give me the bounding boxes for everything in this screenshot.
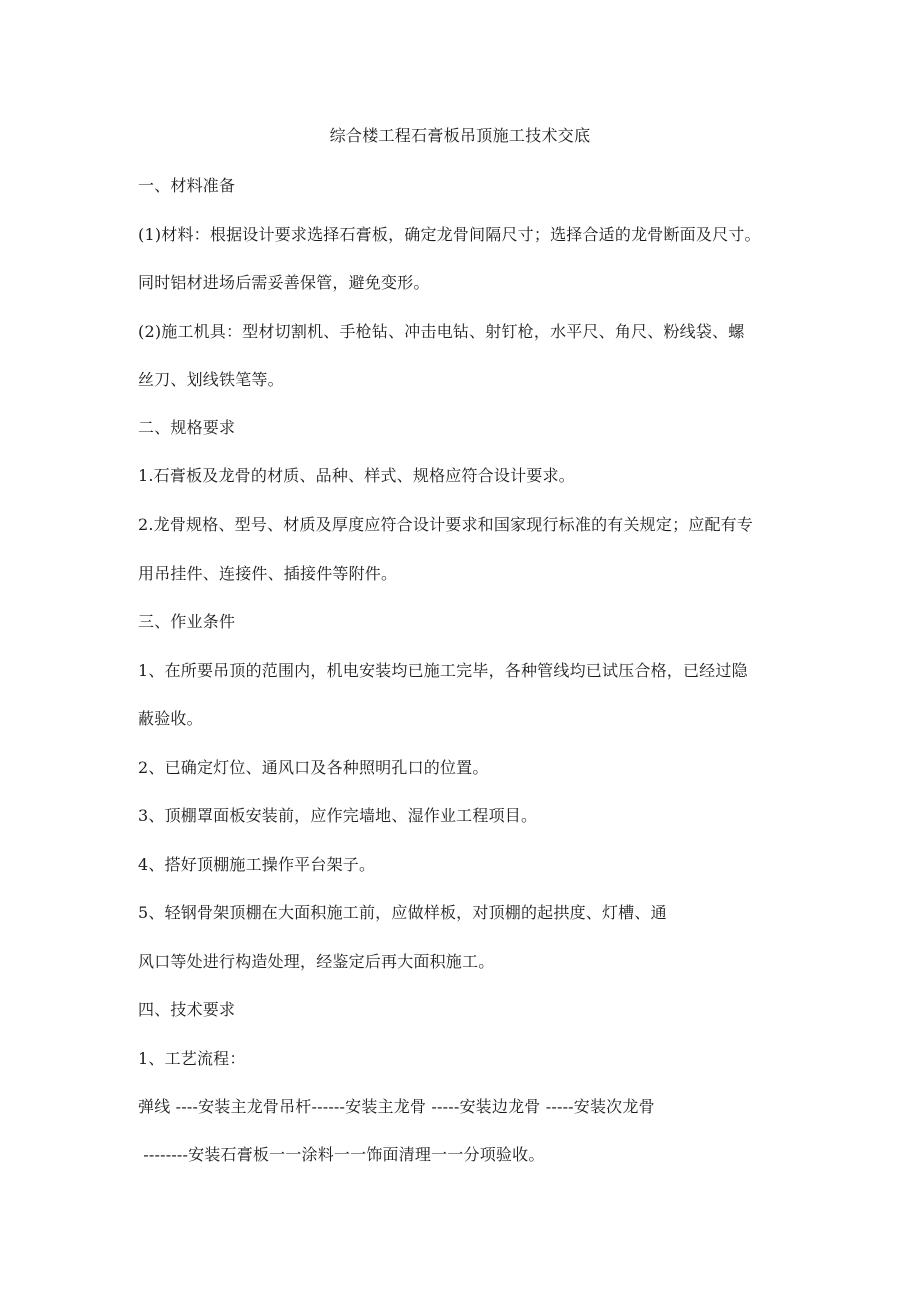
paragraph-line: (2)施工机具：型材切割机、手枪钻、冲击电钻、射钉枪，水平尺、角尺、粉线袋、螺 xyxy=(138,322,745,341)
paragraph-line: 1、工艺流程： xyxy=(138,1049,246,1068)
paragraph-line: (1)材料：根据设计要求选择石膏板，确定龙骨间隔尺寸；选择合适的龙骨断面及尺寸。 xyxy=(138,225,761,244)
section-heading-work-conditions: 三、作业条件 xyxy=(138,612,236,631)
paragraph-line: 5、轻钢骨架顶棚在大面积施工前，应做样板，对顶棚的起拱度、灯槽、通 xyxy=(138,903,667,922)
section-heading-technical-requirements: 四、技术要求 xyxy=(138,1000,236,1019)
paragraph-line: 风口等处进行构造处理，经鉴定后再大面积施工。 xyxy=(138,952,495,971)
section-heading-specifications: 二、规格要求 xyxy=(138,418,236,437)
process-flow-line: 弹线 ----安装主龙骨吊杆------安装主龙骨 -----安装边龙骨 -----安装次龙骨 xyxy=(138,1097,655,1116)
paragraph-line: 4、搭好顶棚施工操作平台架子。 xyxy=(138,855,376,874)
paragraph-line: 用吊挂件、连接件、插接件等附件。 xyxy=(138,564,398,583)
paragraph-line: 同时铝材进场后需妥善保管，避免变形。 xyxy=(138,273,430,292)
paragraph-line: 1、在所要吊顶的范围内，机电安装均已施工完毕，各种管线均已试压合格，已经过隐 xyxy=(138,661,748,680)
paragraph-line: 丝刀、划线铁笔等。 xyxy=(138,370,284,389)
section-heading-materials: 一、材料准备 xyxy=(138,176,236,195)
process-flow-line: --------安装石膏板一一涂料一一饰面清理一一分项验收。 xyxy=(138,1145,545,1164)
paragraph-line: 3、顶棚罩面板安装前，应作完墙地、湿作业工程项目。 xyxy=(138,806,538,825)
paragraph-line: 蔽验收。 xyxy=(138,709,203,728)
paragraph-line: 2、已确定灯位、通风口及各种照明孔口的位置。 xyxy=(138,758,489,777)
paragraph-line: 2.龙骨规格、型号、材质及厚度应符合设计要求和国家现行标准的有关规定；应配有专 xyxy=(138,515,754,534)
document-title: 综合楼工程石膏板吊顶施工技术交底 xyxy=(329,126,591,145)
paragraph-line: 1.石膏板及龙骨的材质、品种、样式、规格应符合设计要求。 xyxy=(138,466,575,485)
